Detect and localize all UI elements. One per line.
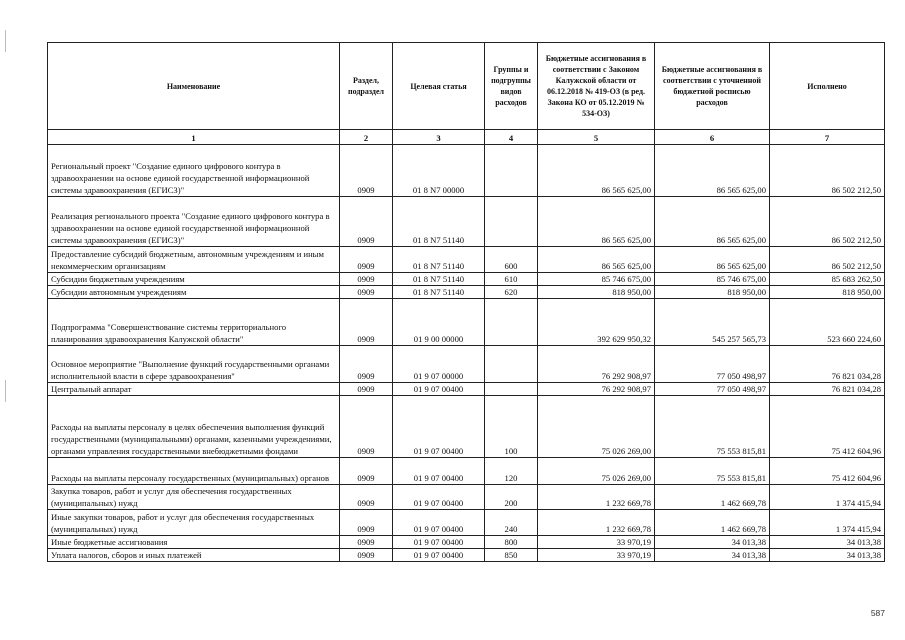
row-section: 0909 <box>340 273 393 286</box>
row-executed: 85 683 262,50 <box>770 273 885 286</box>
table-row <box>48 536 885 549</box>
header-budget-revised: Бюджетные ассигнования в соответствии с уточненной бюджетной росписью расходов <box>655 43 770 130</box>
row-target: 01 8 N7 00000 <box>393 145 485 197</box>
row-budget-law: 76 292 908,97 <box>538 346 655 383</box>
row-name: Реализация регионального проекта "Создание единого цифрового контура в здравоохранении на основе единой государственной информационной системы здравоохранения (ЕГИСЗ)" <box>48 197 340 247</box>
header-groups: Группы и подгруппы видов расходов <box>485 43 538 130</box>
column-number: 2 <box>340 130 393 145</box>
table-row <box>48 458 885 485</box>
row-group <box>485 299 538 346</box>
row-section: 0909 <box>340 247 393 273</box>
row-group <box>485 346 538 383</box>
row-group <box>485 197 538 247</box>
row-group: 240 <box>485 510 538 536</box>
row-name: Подпрограмма "Совершенствование системы территориального планирования здравоохранения Калужской области" <box>48 299 340 346</box>
row-name: Региональный проект "Создание единого цифрового контура в здравоохранении на основе единой государственной информационной системы здравоохранения (ЕГИСЗ)" <box>48 145 340 197</box>
row-target: 01 9 07 00000 <box>393 346 485 383</box>
row-section: 0909 <box>340 549 393 562</box>
row-executed: 76 821 034,28 <box>770 346 885 383</box>
table-row <box>48 485 885 510</box>
row-name: Закупка товаров, работ и услуг для обеспечения государственных (муниципальных) нужд <box>48 485 340 510</box>
row-target: 01 8 N7 51140 <box>393 247 485 273</box>
row-budget-revised: 85 746 675,00 <box>655 273 770 286</box>
row-executed: 523 660 224,60 <box>770 299 885 346</box>
row-name: Предоставление субсидий бюджетным, автономным учреждениям и иным некоммерческим организациям <box>48 247 340 273</box>
punch-mark <box>5 380 6 402</box>
row-budget-law: 86 565 625,00 <box>538 197 655 247</box>
row-name: Центральный аппарат <box>48 383 340 396</box>
table-row <box>48 383 885 396</box>
row-section: 0909 <box>340 396 393 458</box>
table-row <box>48 286 885 299</box>
row-group <box>485 145 538 197</box>
row-target: 01 8 N7 51140 <box>393 286 485 299</box>
row-group: 100 <box>485 396 538 458</box>
header-budget-law: Бюджетные ассигнования в соответствии с Законом Калужской области от 06.12.2018 № 419-ОЗ (в ред. Закона КО от 05.12.2019 № 534-ОЗ) <box>538 43 655 130</box>
row-target: 01 9 07 00400 <box>393 458 485 485</box>
row-section: 0909 <box>340 286 393 299</box>
table-row <box>48 346 885 383</box>
row-executed: 76 821 034,28 <box>770 383 885 396</box>
table-row <box>48 197 885 247</box>
row-group: 200 <box>485 485 538 510</box>
row-target: 01 9 07 00400 <box>393 396 485 458</box>
row-group: 600 <box>485 247 538 273</box>
row-section: 0909 <box>340 197 393 247</box>
row-section: 0909 <box>340 383 393 396</box>
row-section: 0909 <box>340 299 393 346</box>
row-name: Иные закупки товаров, работ и услуг для обеспечения государственных (муниципальных) нужд <box>48 510 340 536</box>
row-name: Расходы на выплаты персоналу в целях обеспечения выполнения функций государственными (муниципальными) органами, казенными учреждениями, органами управления государственными внебюджетными фондами <box>48 396 340 458</box>
row-executed: 34 013,38 <box>770 549 885 562</box>
table-row <box>48 273 885 286</box>
row-budget-law: 75 026 269,00 <box>538 458 655 485</box>
column-number: 7 <box>770 130 885 145</box>
row-target: 01 9 07 00400 <box>393 549 485 562</box>
row-section: 0909 <box>340 536 393 549</box>
table-row <box>48 299 885 346</box>
row-budget-law: 33 970,19 <box>538 536 655 549</box>
row-executed: 86 502 212,50 <box>770 145 885 197</box>
row-group: 620 <box>485 286 538 299</box>
row-target: 01 8 N7 51140 <box>393 197 485 247</box>
page-number: 587 <box>870 608 885 618</box>
row-name: Расходы на выплаты персоналу государственных (муниципальных) органов <box>48 458 340 485</box>
row-executed: 75 412 604,96 <box>770 458 885 485</box>
row-executed: 1 374 415,94 <box>770 485 885 510</box>
table-row <box>48 247 885 273</box>
row-budget-revised: 86 565 625,00 <box>655 247 770 273</box>
row-budget-revised: 34 013,38 <box>655 536 770 549</box>
row-executed: 34 013,38 <box>770 536 885 549</box>
row-group: 610 <box>485 273 538 286</box>
row-executed: 1 374 415,94 <box>770 510 885 536</box>
table-row <box>48 510 885 536</box>
row-budget-revised: 34 013,38 <box>655 549 770 562</box>
row-budget-law: 75 026 269,00 <box>538 396 655 458</box>
row-group: 120 <box>485 458 538 485</box>
row-budget-revised: 545 257 565,73 <box>655 299 770 346</box>
row-budget-law: 392 629 950,32 <box>538 299 655 346</box>
punch-mark <box>5 30 6 52</box>
table-row <box>48 145 885 197</box>
row-executed: 86 502 212,50 <box>770 197 885 247</box>
column-number: 6 <box>655 130 770 145</box>
row-budget-law: 33 970,19 <box>538 549 655 562</box>
table-row <box>48 396 885 458</box>
row-section: 0909 <box>340 346 393 383</box>
row-budget-revised: 77 050 498,97 <box>655 383 770 396</box>
row-name: Основное мероприятие "Выполнение функций государственными органами исполнительной власти в сфере здравоохранения" <box>48 346 340 383</box>
row-group: 800 <box>485 536 538 549</box>
budget-table <box>47 42 885 562</box>
row-target: 01 9 07 00400 <box>393 510 485 536</box>
row-budget-revised: 1 462 669,78 <box>655 510 770 536</box>
row-budget-law: 1 232 669,78 <box>538 510 655 536</box>
row-budget-revised: 86 565 625,00 <box>655 145 770 197</box>
header-target: Целевая статья <box>393 43 485 130</box>
header-row <box>48 43 885 130</box>
row-section: 0909 <box>340 510 393 536</box>
row-target: 01 9 07 00400 <box>393 383 485 396</box>
row-budget-revised: 86 565 625,00 <box>655 197 770 247</box>
row-budget-law: 76 292 908,97 <box>538 383 655 396</box>
row-executed: 86 502 212,50 <box>770 247 885 273</box>
row-budget-revised: 75 553 815,81 <box>655 396 770 458</box>
header-executed: Исполнено <box>770 43 885 130</box>
row-budget-law: 818 950,00 <box>538 286 655 299</box>
row-group: 850 <box>485 549 538 562</box>
column-number: 3 <box>393 130 485 145</box>
row-budget-law: 85 746 675,00 <box>538 273 655 286</box>
row-group <box>485 383 538 396</box>
row-target: 01 9 07 00400 <box>393 536 485 549</box>
row-name: Уплата налогов, сборов и иных платежей <box>48 549 340 562</box>
header-section: Раздел, подраздел <box>340 43 393 130</box>
row-executed: 75 412 604,96 <box>770 396 885 458</box>
row-budget-law: 86 565 625,00 <box>538 145 655 197</box>
header-name: Наименование <box>48 43 340 130</box>
row-section: 0909 <box>340 458 393 485</box>
row-budget-revised: 77 050 498,97 <box>655 346 770 383</box>
row-executed: 818 950,00 <box>770 286 885 299</box>
row-budget-revised: 818 950,00 <box>655 286 770 299</box>
row-target: 01 9 00 00000 <box>393 299 485 346</box>
row-target: 01 8 N7 51140 <box>393 273 485 286</box>
row-name: Субсидии бюджетным учреждениям <box>48 273 340 286</box>
column-number: 4 <box>485 130 538 145</box>
column-number: 5 <box>538 130 655 145</box>
row-name: Иные бюджетные ассигнования <box>48 536 340 549</box>
row-target: 01 9 07 00400 <box>393 485 485 510</box>
row-budget-law: 1 232 669,78 <box>538 485 655 510</box>
row-budget-law: 86 565 625,00 <box>538 247 655 273</box>
row-section: 0909 <box>340 145 393 197</box>
table-row <box>48 549 885 562</box>
column-number-row <box>48 130 885 145</box>
column-number: 1 <box>48 130 340 145</box>
row-section: 0909 <box>340 485 393 510</box>
row-budget-revised: 75 553 815,81 <box>655 458 770 485</box>
row-name: Субсидии автономным учреждениям <box>48 286 340 299</box>
row-budget-revised: 1 462 669,78 <box>655 485 770 510</box>
